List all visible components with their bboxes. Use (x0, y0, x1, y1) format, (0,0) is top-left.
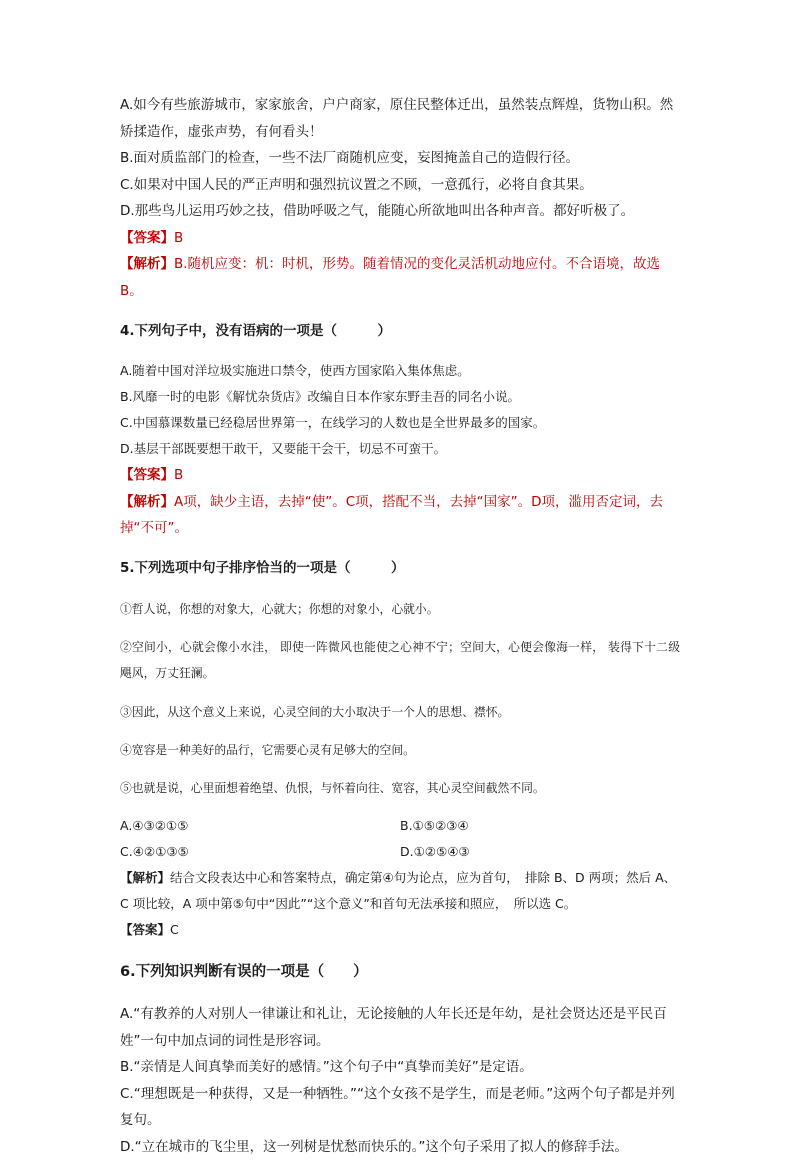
q5-sentence-3: ③因此，从这个意义上来说，心灵空间的大小取决于一个人的思想、襟怀。 (120, 704, 510, 719)
q5-stem: 5.下列选项中句子排序恰当的一项是（ ） (120, 560, 405, 576)
q6-stem: 6.下列知识判断有误的一项是（ ） (120, 963, 368, 980)
answer-tag: 【答案】 (120, 229, 174, 246)
answer-tag: 【答案】 (120, 467, 174, 483)
q3-option-a: A.如今有些旅游城市，家家旅舍，户户商家，原住民整体迁出，虽然装点辉煌，货物山积。然矫揉造作，虚张声势，有何看头！ (120, 97, 674, 140)
q5-sentence-5: ⑤也就是说，心里面想着绝望、仇恨，与怀着向往、宽容，其心灵空间截然不同。 (120, 781, 545, 796)
q5-sentence-2: ②空间小，心就会像小水洼， 即使一阵微风也能使之心神不宁；空间大，心便会像海一样， 装得下十二级飓风，万丈狂澜。 (120, 639, 680, 681)
q4-stem: 4.下列句子中，没有语病的一项是（ ） (120, 322, 392, 339)
q5-analysis (120, 865, 680, 917)
q3-analysis (120, 251, 680, 304)
q5-sentence-4: ④宽容是一种美好的品行，它需要心灵有足够大的空间。 (120, 742, 415, 757)
q4-option-a: A.随着中国对洋垃圾实施进口禁令，使西方国家陷入集体焦虑。 (120, 363, 470, 378)
q6-option-a: A.“有教养的人对别人一律谦让和礼让，无论接触的人年长还是年幼，是社会贤达还是平民百姓”一句中加点词的词性是形容词。 (120, 1006, 667, 1049)
q4-option-b: B.风靡一时的电影《解忧杂货店》改编自日本作家东野圭吾的同名小说。 (120, 389, 521, 404)
analysis-tag: 【解析】 (120, 870, 171, 886)
q3-option-b: B.面对质监部门的检查，一些不法厂商随机应变，妄图掩盖自己的造假行径。 (120, 150, 580, 166)
analysis-tag: 【解析】 (120, 256, 174, 272)
q5-option-d: D.①②⑤④③ (400, 844, 470, 860)
q5-answer (120, 917, 680, 943)
analysis-tag: 【解析】 (120, 493, 174, 510)
analysis-text: A项，缺少主语，去掉“使”。C项，搭配不当，去掉“国家”。D项，滥用否定词，去掉“不可”。 (120, 493, 664, 536)
answer-value: B (174, 229, 184, 246)
q5-options-row-2 (120, 839, 680, 865)
q5-options-row-1 (120, 813, 680, 839)
q6-option-b: B.“亲情是人间真挚而美好的感情。”这个句子中“真挚而美好”是定语。 (120, 1059, 533, 1076)
q3-option-d: D.那些鸟儿运用巧妙之技，借助呼吸之气，能随心所欲地叫出各种声音。都好听极了。 (120, 203, 635, 219)
q5-sentence-1: ①哲人说，你想的对象大，心就大；你想的对象小，心就小。 (120, 601, 439, 616)
analysis-text: B.随机应变：机：时机，形势。随着情况的变化灵活机动地应付。不合语境，故选B。 (120, 256, 661, 299)
answer-value: B (174, 467, 184, 483)
document-page (120, 92, 680, 1160)
answer-tag: 【答案】 (120, 922, 171, 938)
q6-option-d: D.“立在城市的飞尘里，这一列树是忧愁而快乐的。”这个句子采用了拟人的修辞手法。 (120, 1138, 628, 1155)
q4-answer (120, 462, 680, 489)
q6-option-c: C.“理想既是一种获得，又是一种牺牲。”“这个女孩不是学生，而是老师。”这两个句子都是并列复句。 (120, 1085, 675, 1129)
analysis-text: 结合文段表达中心和答案特点，确定第④句为论点，应为首句， 排除 B、D 两项；然后 A、C 项比较，A 项中第⑤句中“因此”“这个意义”和首句无法承接和照应， 所以选 C。 (120, 870, 677, 912)
q3-answer (120, 225, 680, 252)
q4-option-d: D.基层干部既要想干敢干，又要能干会干，切忌不可蛮干。 (120, 441, 447, 456)
answer-value: C (170, 922, 179, 938)
q5-option-b: B.①⑤②③④ (400, 818, 469, 834)
q4-option-c: C.中国慕课数量已经稳居世界第一，在线学习的人数也是全世界最多的国家。 (120, 415, 546, 430)
q4-analysis (120, 489, 680, 542)
q3-option-c: C.如果对中国人民的严正声明和强烈抗议置之不顾，一意孤行，必将自食其果。 (120, 176, 593, 193)
q5-option-a: A.④③②①⑤ (120, 818, 189, 834)
q5-option-c: C.④②①③⑤ (120, 844, 189, 860)
